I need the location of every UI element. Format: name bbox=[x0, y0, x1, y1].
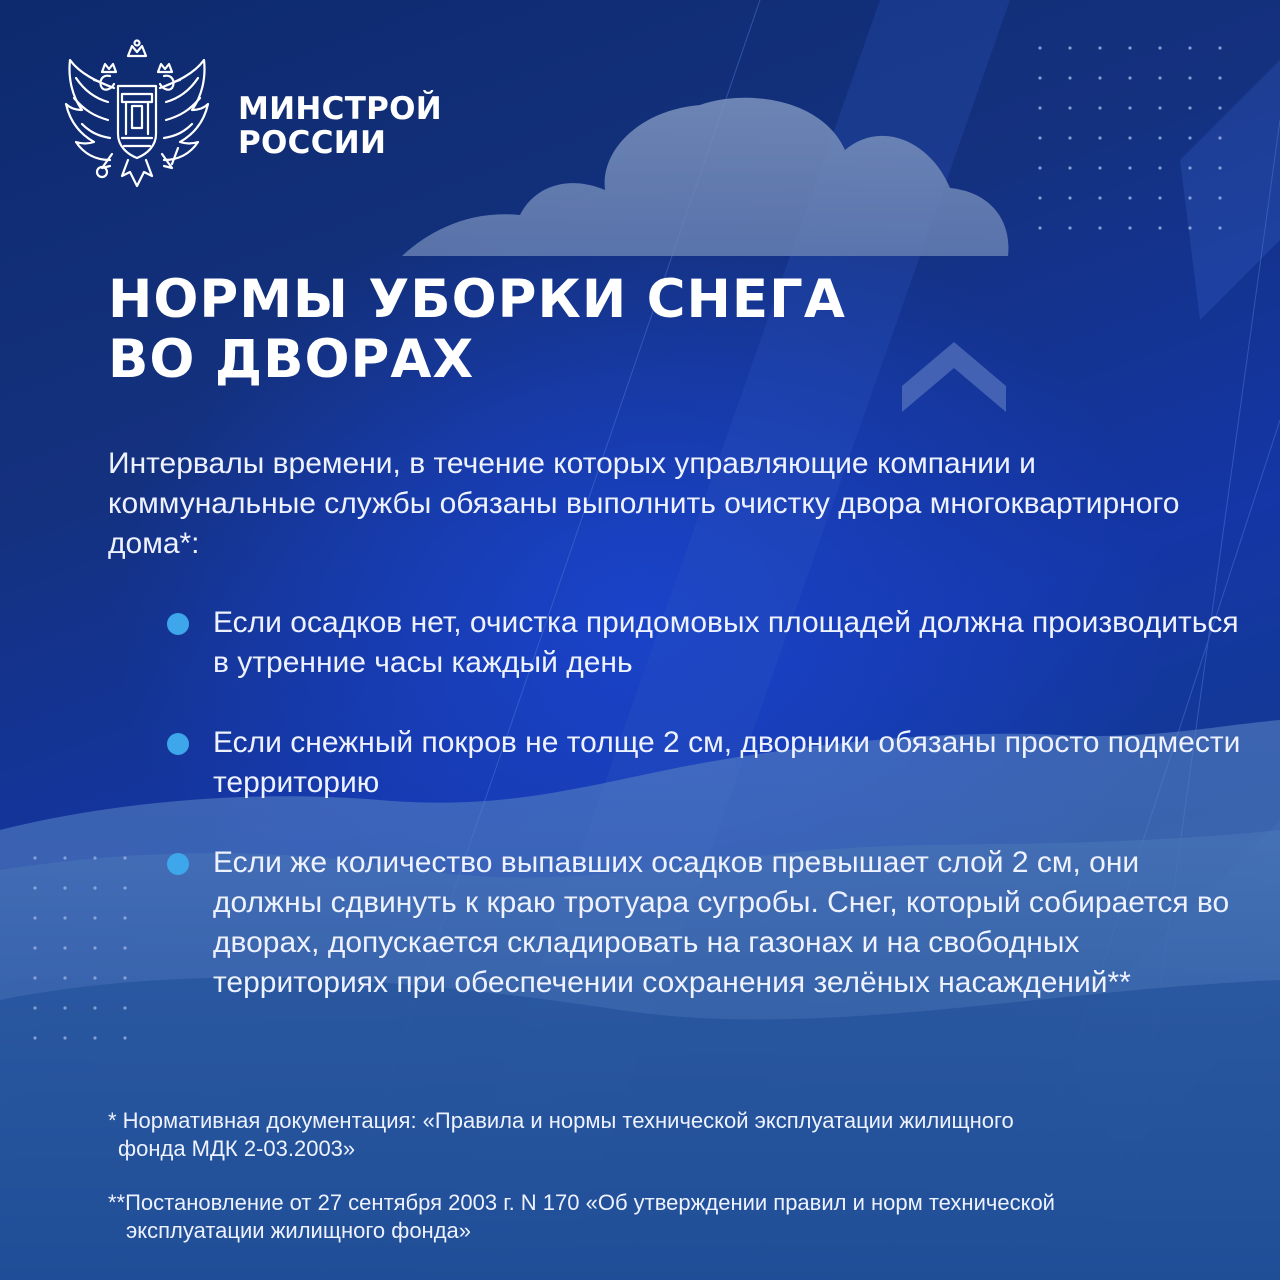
footnote-2-first-line: **Постановление от 27 сентября 2003 г. N 170 «Об утверждении правил и норм технической bbox=[108, 1190, 1055, 1215]
list-item bbox=[165, 603, 1245, 683]
title-line-1: НОРМЫ УБОРКИ СНЕГА bbox=[108, 269, 846, 330]
footnote-1 bbox=[108, 1107, 1248, 1163]
bullet-text: Если же количество выпавших осадков превышает слой 2 см, они должны сдвинуть к краю тротуара сугробы. Снег, который собирается во дворах, допускается складировать на газонах и на свободных территориях при обеспечении сохранения зелёных насаждений** bbox=[213, 846, 1230, 999]
footnote-2 bbox=[108, 1189, 1248, 1245]
intro-text: Интервалы времени, в течение которых управляющие компании и коммунальные службы обязаны выполнить очистку двора многоквартирного дома*: bbox=[108, 447, 1180, 560]
bullet-dot-icon bbox=[167, 613, 189, 635]
bullet-text: Если снежный покров не толще 2 см, дворники обязаны просто подмести территорию bbox=[213, 726, 1241, 799]
footnotes bbox=[108, 1107, 1248, 1245]
footnote-1-first-line: * Нормативная документация: «Правила и нормы технической эксплуатации жилищного bbox=[108, 1108, 1014, 1133]
brand-line-1: МИНСТРОЙ bbox=[238, 91, 443, 127]
double-headed-eagle-emblem-icon bbox=[62, 38, 212, 193]
list-item bbox=[165, 843, 1245, 1003]
footnote-2-continuation: эксплуатации жилищного фонда» bbox=[126, 1218, 472, 1243]
list-item bbox=[165, 723, 1245, 803]
footnote-1-continuation: фонда МДК 2-03.2003» bbox=[118, 1136, 356, 1161]
brand-name bbox=[238, 92, 442, 160]
chevron-shape bbox=[902, 342, 1006, 412]
bullet-list bbox=[165, 603, 1245, 1003]
bullet-dot-icon bbox=[167, 733, 189, 755]
page-title bbox=[108, 270, 846, 390]
brand-line-2: РОССИИ bbox=[238, 125, 387, 161]
bullet-text: Если осадков нет, очистка придомовых площадей должна производиться в утренние часы каждый день bbox=[213, 606, 1239, 679]
bullet-dot-icon bbox=[167, 853, 189, 875]
title-line-2: ВО ДВОРАХ bbox=[108, 329, 475, 390]
